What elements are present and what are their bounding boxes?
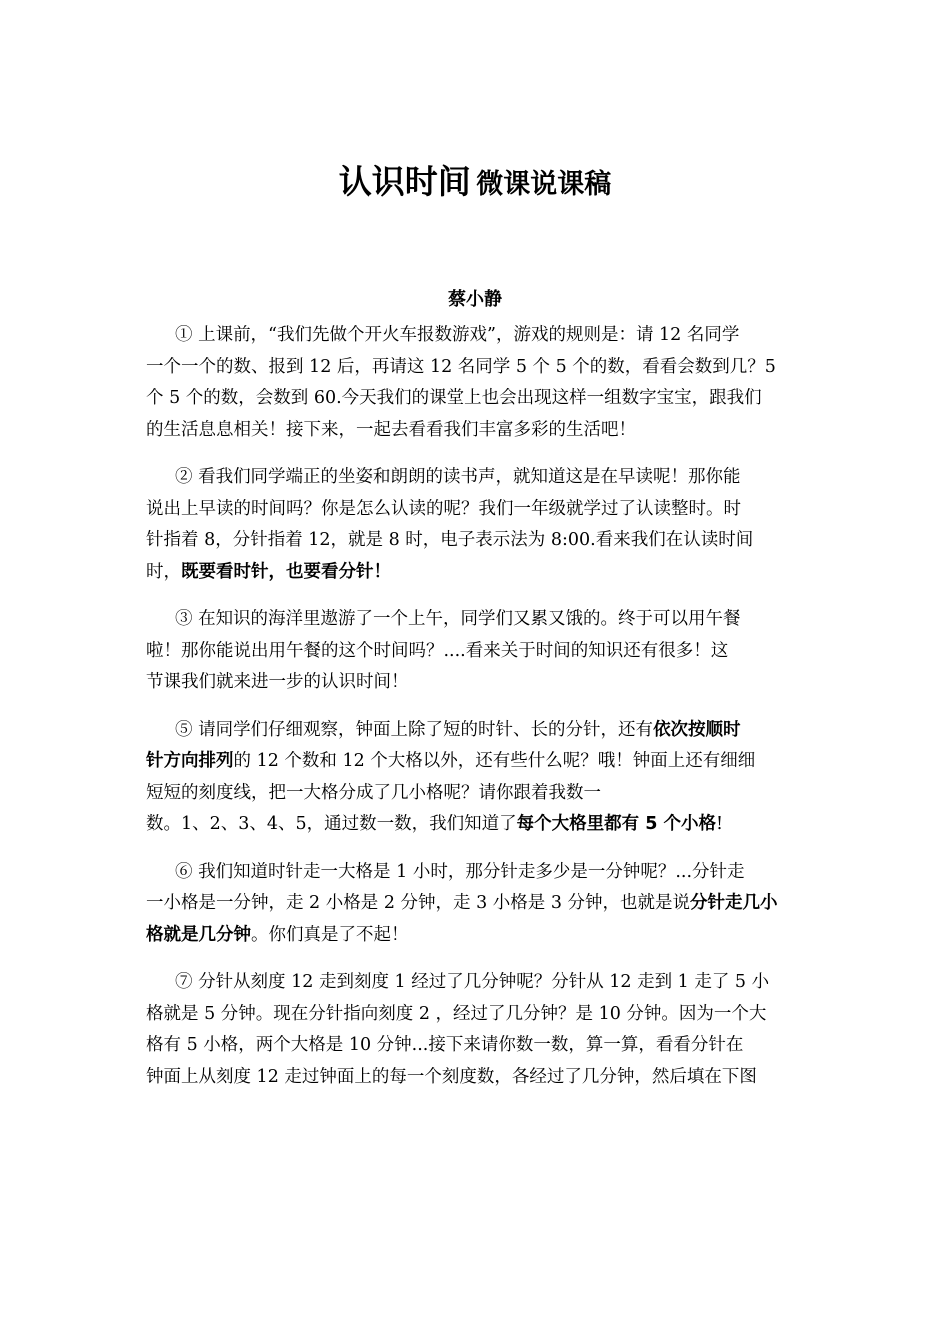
text-segment: 。你们真是了不起！ [251,924,409,945]
text-line: 节课我们就来进一步的认识时间！ [146,672,409,692]
text-segment: 一小格是一分钟，走 2 小格是 2 分钟，走 3 小格是 3 分钟，也就是说 [146,893,691,913]
paragraph-7 [146,967,806,1093]
paragraph-3 [146,604,806,699]
paragraph-1 [146,320,806,446]
text-line: 钟面上从刻度 12 走过钟面上的每一个刻度数，各经过了几分钟，然后填在下图 [146,1066,757,1087]
bold-emphasis: 每个大格里都有 5 个小格 [516,814,717,834]
text-line: 个 5 个的数，会数到 60.今天我们的课堂上也会出现这样一组数字宝宝，跟我们 [146,388,762,408]
text-line: ⑦ 分针从刻度 12 走到刻度 1 经过了几分钟呢？分针从 12 走到 1 走了 5 小 [175,972,770,992]
text-line [146,888,806,920]
text-line: 说出上早读的时间吗？你是怎么认读的呢？我们一年级就学过了认读整时。时 [146,498,741,519]
text-segment: 时， [146,561,181,582]
document-body [146,320,806,1093]
document-title [0,156,950,203]
text-line [146,746,806,778]
text-line: ① 上课前，“我们先做个开火车报数游戏”，游戏的规则是：请 12 名同学 [175,325,740,345]
bold-emphasis: 针方向排列 [146,751,234,771]
author-name: 蔡小静 [448,289,502,310]
text-line: ③ 在知识的海洋里遨游了一个上午，同学们又累又饿的。终于可以用午餐 [175,609,741,629]
text-line: 短短的刻度线，把一大格分成了几小格呢？请你跟着我数一 [146,782,601,803]
paragraph-6 [146,857,806,952]
text-line [146,920,806,952]
title-main: 认识时间 [338,162,471,201]
text-segment: 的 12 个数和 12 个大格以外，还有些什么呢？哦！钟面上还有细细 [233,751,756,771]
text-line: 针指着 8，分针指着 12，就是 8 时，电子表示法为 8:00.看来我们在认读时间 [146,530,754,550]
title-sub: 微课说课稿 [476,169,612,200]
text-line: ⑥ 我们知道时针走一大格是 1 小时，那分针走多少是一分钟呢？...分针走 [175,861,745,882]
bold-emphasis: 依次按顺时 [653,719,741,740]
bold-emphasis: 既要看时针，也要看分针！ [181,561,391,582]
text-segment: ⑤ 请同学们仔细观察，钟面上除了短的时针、长的分针，还有 [175,719,654,740]
text-line: 啦！那你能说出用午餐的这个时间吗？....看来关于时间的知识还有很多！这 [146,640,729,661]
text-line [146,715,806,747]
text-line: 一个一个的数、报到 12 后，再请这 12 名同学 5 个 5 个的数，看看会数到几？5 [146,356,776,377]
text-line: 格有 5 小格，两个大格是 10 分钟...接下来请你数一数，算一算，看看分针在 [146,1035,744,1055]
paragraph-2 [146,462,806,588]
text-segment: ! [716,814,724,834]
text-line: ② 看我们同学端正的坐姿和朗朗的读书声，就知道这是在早读呢！那你能 [175,467,741,487]
text-line [146,809,806,841]
paragraph-5 [146,715,806,841]
text-segment: 数。1、2、3、4、5，通过数一数，我们知道了 [146,814,517,834]
bold-emphasis: 分针走几小 [690,893,778,913]
text-line [146,557,806,589]
bold-emphasis: 格就是几分钟 [146,924,251,945]
text-line: 格就是 5 分钟。现在分针指向刻度 2 ，经过了几分钟？是 10 分钟。因为一个大 [146,1003,767,1024]
text-line: 的生活息息相关！接下来，一起去看看我们丰富多彩的生活吧！ [146,419,636,440]
